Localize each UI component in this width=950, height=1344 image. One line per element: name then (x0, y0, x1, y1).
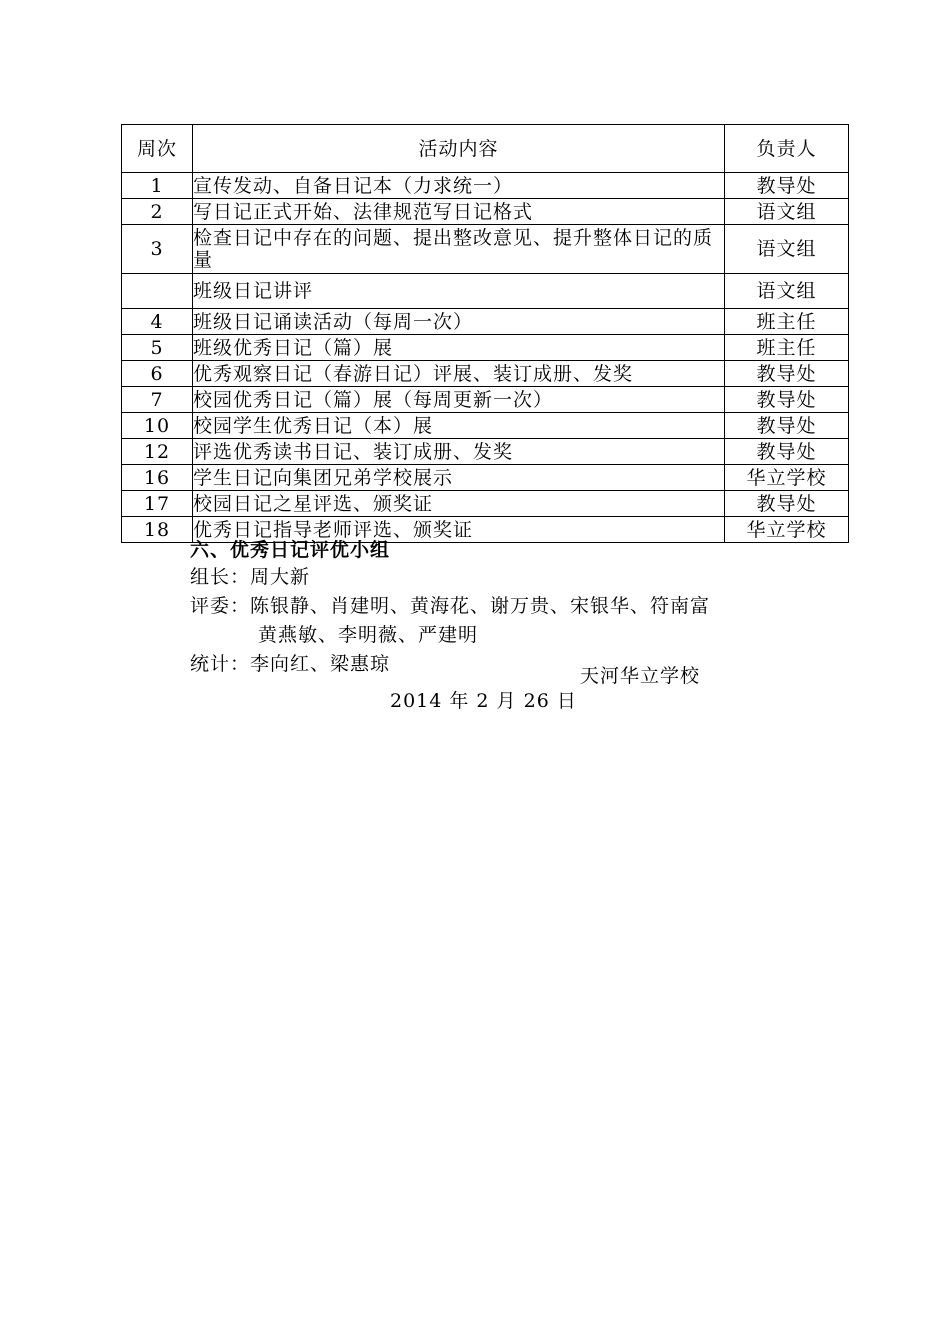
header-content: 活动内容 (193, 125, 725, 173)
cell-week (122, 274, 193, 309)
cell-week: 5 (122, 335, 193, 361)
judges-line-continued: 黄燕敏、李明薇、严建明 (258, 624, 479, 646)
cell-content: 写日记正式开始、法律规范写日记格式 (193, 199, 725, 225)
cell-week: 18 (122, 517, 193, 543)
cell-owner: 班主任 (725, 335, 849, 361)
cell-week: 1 (122, 173, 193, 199)
table-row (122, 361, 849, 387)
cell-content: 校园优秀日记（篇）展（每周更新一次） (193, 387, 725, 413)
cell-owner: 华立学校 (725, 517, 849, 543)
cell-owner: 教导处 (725, 413, 849, 439)
cell-owner: 语文组 (725, 225, 849, 274)
cell-content: 校园日记之星评选、颁奖证 (193, 491, 725, 517)
cell-content: 优秀日记指导老师评选、颁奖证 (193, 517, 725, 543)
cell-content: 校园学生优秀日记（本）展 (193, 413, 725, 439)
cell-content: 评选优秀读书日记、装订成册、发奖 (193, 439, 725, 465)
table-row (122, 413, 849, 439)
cell-content: 优秀观察日记（春游日记）评展、装订成册、发奖 (193, 361, 725, 387)
cell-content: 检查日记中存在的问题、提出整改意见、提升整体日记的质量 (193, 225, 725, 274)
cell-week: 2 (122, 199, 193, 225)
cell-week: 4 (122, 309, 193, 335)
cell-owner: 教导处 (725, 439, 849, 465)
table-row (122, 387, 849, 413)
cell-content: 宣传发动、自备日记本（力求统一） (193, 173, 725, 199)
cell-owner: 教导处 (725, 173, 849, 199)
header-week: 周次 (122, 125, 193, 173)
cell-owner: 语文组 (725, 199, 849, 225)
cell-content: 学生日记向集团兄弟学校展示 (193, 465, 725, 491)
cell-owner: 语文组 (725, 274, 849, 309)
table-row (122, 439, 849, 465)
signature-school: 天河华立学校 (580, 665, 701, 687)
statistics-line: 统计：李向红、梁惠琼 (190, 653, 391, 675)
group-leader-line: 组长：周大新 (190, 566, 311, 588)
cell-week: 16 (122, 465, 193, 491)
cell-content: 班级日记讲评 (193, 274, 725, 309)
judging-panel-section (190, 537, 810, 679)
table-row (122, 335, 849, 361)
table-row (122, 173, 849, 199)
cell-owner: 教导处 (725, 387, 849, 413)
table-row (122, 491, 849, 517)
cell-week: 3 (122, 225, 193, 274)
section-heading: 六、优秀日记评优小组 (190, 539, 391, 561)
judges-line: 评委：陈银静、肖建明、黄海花、谢万贵、宋银华、符南富 (190, 595, 711, 617)
header-owner: 负责人 (725, 125, 849, 173)
cell-week: 12 (122, 439, 193, 465)
table-row (122, 225, 849, 274)
cell-content: 班级日记诵读活动（每周一次） (193, 309, 725, 335)
signature-date: 2014 年 2 月 26 日 (390, 690, 577, 712)
activity-schedule-table (121, 124, 849, 543)
cell-owner: 班主任 (725, 309, 849, 335)
table-row (122, 199, 849, 225)
cell-week: 6 (122, 361, 193, 387)
cell-owner: 华立学校 (725, 465, 849, 491)
cell-week: 17 (122, 491, 193, 517)
cell-content: 班级优秀日记（篇）展 (193, 335, 725, 361)
cell-owner: 教导处 (725, 491, 849, 517)
cell-owner: 教导处 (725, 361, 849, 387)
table-row (122, 274, 849, 309)
cell-week: 7 (122, 387, 193, 413)
table-row (122, 309, 849, 335)
cell-week: 10 (122, 413, 193, 439)
table-header-row (122, 125, 849, 173)
table-row (122, 465, 849, 491)
